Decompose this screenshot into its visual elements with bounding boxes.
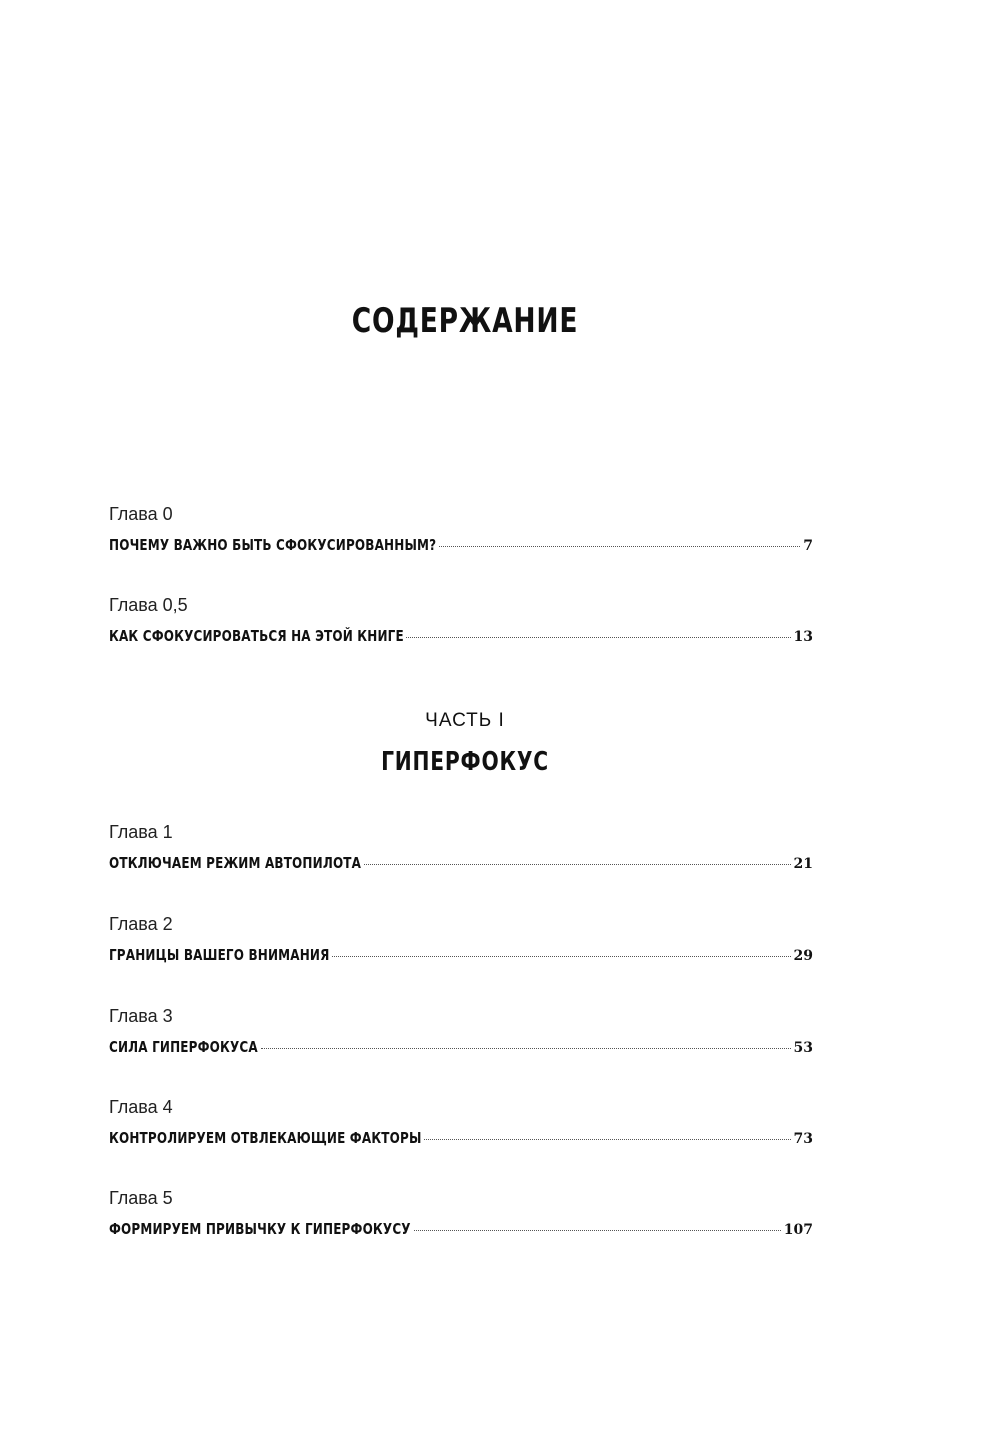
toc-row[interactable] — [109, 852, 813, 874]
toc-entry-chapter-0[interactable] — [109, 502, 813, 556]
chapter-title[interactable]: КОНТРОЛИРУЕМ ОТВЛЕКАЮЩИЕ ФАКТОРЫ — [109, 1129, 422, 1147]
chapter-label: Глава 2 — [109, 914, 173, 934]
dot-leader — [406, 637, 790, 638]
page-number: 73 — [793, 1131, 813, 1147]
page-number: 107 — [783, 1222, 813, 1238]
toc-row[interactable] — [109, 1036, 813, 1058]
part-label: ЧАСТЬ I — [425, 710, 505, 731]
toc-entry-chapter-3[interactable] — [109, 1004, 813, 1058]
chapter-label: Глава 0 — [109, 504, 173, 524]
page-number: 21 — [793, 856, 813, 872]
chapter-label: Глава 1 — [109, 822, 173, 842]
dot-leader — [414, 1230, 781, 1231]
page-number: 53 — [793, 1040, 813, 1056]
chapter-title[interactable]: СИЛА ГИПЕРФОКУСА — [109, 1038, 258, 1056]
dot-leader — [332, 956, 790, 957]
dot-leader — [439, 546, 800, 547]
toc-entry-chapter-2[interactable] — [109, 912, 813, 966]
chapter-title[interactable]: ФОРМИРУЕМ ПРИВЫЧКУ К ГИПЕРФОКУСУ — [109, 1220, 411, 1238]
chapter-title[interactable]: ОТКЛЮЧАЕМ РЕЖИМ АВТОПИЛОТА — [109, 854, 362, 872]
toc-row[interactable] — [109, 534, 813, 556]
toc-entry-chapter-4[interactable] — [109, 1095, 813, 1149]
chapter-title[interactable]: ГРАНИЦЫ ВАШЕГО ВНИМАНИЯ — [109, 946, 330, 964]
toc-title: СОДЕРЖАНИЕ — [351, 301, 579, 341]
chapter-label: Глава 5 — [109, 1188, 173, 1208]
page-number: 13 — [793, 629, 813, 645]
dot-leader — [364, 864, 790, 865]
chapter-label: Глава 0,5 — [109, 595, 188, 615]
toc-row[interactable] — [109, 1127, 813, 1149]
toc-entry-chapter-0-5[interactable] — [109, 593, 813, 647]
page-number: 29 — [793, 948, 813, 964]
chapter-label: Глава 3 — [109, 1006, 173, 1026]
dot-leader — [261, 1048, 791, 1049]
dot-leader — [424, 1139, 790, 1140]
chapter-label: Глава 4 — [109, 1097, 173, 1117]
toc-row[interactable] — [109, 944, 813, 966]
part-title: ГИПЕРФОКУС — [381, 747, 549, 777]
page-number: 7 — [803, 538, 813, 554]
toc-entry-chapter-5[interactable] — [109, 1186, 813, 1240]
toc-row[interactable] — [109, 1218, 813, 1240]
chapter-title[interactable]: КАК СФОКУСИРОВАТЬСЯ НА ЭТОЙ КНИГЕ — [109, 627, 404, 645]
chapter-title[interactable]: ПОЧЕМУ ВАЖНО БЫТЬ СФОКУСИРОВАННЫМ? — [109, 536, 437, 554]
toc-entry-chapter-1[interactable] — [109, 820, 813, 874]
toc-row[interactable] — [109, 625, 813, 647]
